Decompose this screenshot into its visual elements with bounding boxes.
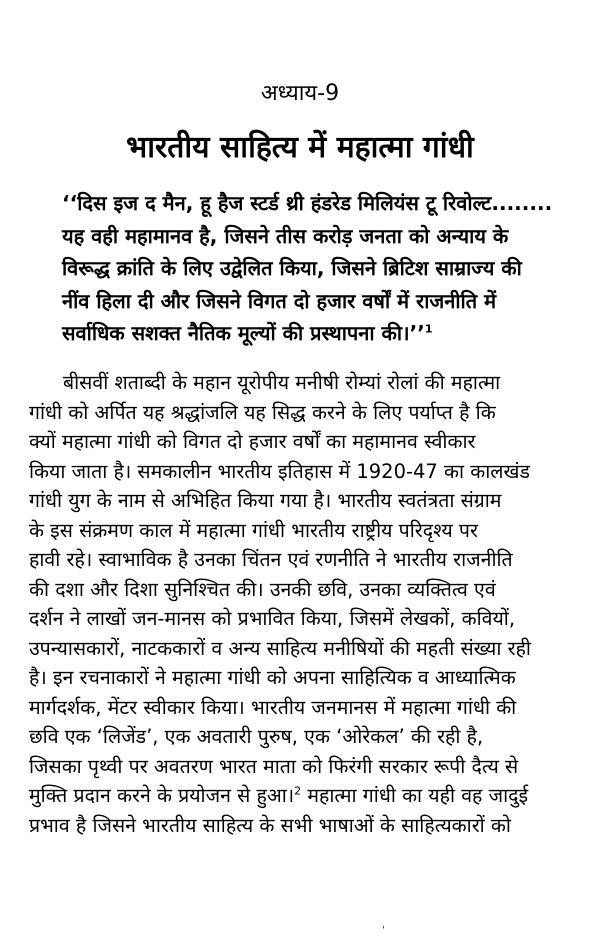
- epigraph-quote: [62, 187, 562, 350]
- chapter-heading: अध्याय-9: [260, 81, 340, 106]
- body-line: प्रभाव है जिसने भारतीय साहित्य के सभी भाषाओं के साहित्यकारों को: [29, 813, 511, 837]
- footnote-ref: 1: [424, 322, 433, 336]
- body-line: मार्गदर्शक, मेंटर स्वीकार किया। भारतीय जनमानस में महात्मा गांधी की: [29, 695, 517, 719]
- body-line: क्यों महात्मा गांधी को विगत दो हजार वर्षों का महामानव स्वीकार: [29, 430, 476, 453]
- body-text-segment: मुक्ति प्रदान करने के प्रयोजन से हुआ।: [29, 784, 295, 807]
- quote-line: यह वही महामानव है, जिसने तीस करोड़ जनता को अन्याय के: [62, 223, 509, 248]
- quote-text: सर्वाधिक सशक्त नैतिक मूल्यों की प्रस्थापना की।’’: [62, 321, 425, 345]
- body-line: गांधी युग के नाम से अभिहित किया गया है। भारतीय स्वतंत्रता संग्राम: [29, 489, 502, 512]
- quote-line: विरूद्ध क्रांति के लिए उद्वेलित किया, जिसने ब्रिटिश साम्राज्य की: [62, 256, 522, 280]
- chapter-title: भारतीय साहित्य में महात्मा गांधी: [126, 130, 474, 165]
- footnote-ref: 2: [294, 784, 302, 798]
- quote-line: नींव हिला दी और जिसने विगत दो हजार वर्षों में राजनीति में: [62, 288, 497, 313]
- body-paragraph: [29, 368, 584, 840]
- quote-line-last: [62, 317, 562, 350]
- body-line: दर्शन ने लाखों जन-मानस को प्रभावित किया, जिसमें लेखकों, कवियों,: [29, 607, 516, 630]
- body-line: के इस संक्रमण काल में महात्मा गांधी भारतीय राष्ट्रीय परिदृश्य पर: [29, 518, 478, 542]
- body-text-segment: महात्मा गांधी का यही वह जादुई: [301, 784, 529, 807]
- body-line: किया जाता है। समकालीन भारतीय इतिहास में 1920-47 का कालखंड: [29, 459, 530, 483]
- body-line: की दशा और दिशा सुनिश्चित की। उनकी छवि, उनका व्यक्तित्व एवं: [29, 577, 496, 601]
- body-line: हावी रहे। स्वाभाविक है उनका चिंतन एवं रणनीति ने भारतीय राजनीति: [29, 548, 513, 571]
- body-line: गांधी को अर्पित यह श्रद्धांजलि यह सिद्ध करने के लिए पर्याप्त है कि: [29, 400, 496, 424]
- body-line-with-footnote: [29, 781, 584, 811]
- scan-mark: ˌ: [382, 919, 385, 930]
- body-line: जिसका पृथ्वी पर अवतरण भारत माता को फिरंगी सरकार रूपी दैत्य से: [29, 754, 519, 778]
- body-line: छवि एक ‘लिजेंड’, एक अवतारी पुरुष, एक ‘ओरेकल’ की रही है,: [29, 725, 484, 748]
- quote-line: ‘‘दिस इज द मैन, हू हैज स्टर्ड थ्री हंडरेड मिलियंस टू रिवोल्ट........: [62, 191, 553, 215]
- body-line: उपन्यासकारों, नाटककारों व अन्य साहित्य मनीषियों की महती संख्या रही: [29, 636, 531, 660]
- body-line: है। इन रचनाकारों ने महात्मा गांधी को अपना साहित्यिक व आध्यात्मिक: [29, 666, 516, 689]
- body-line: बीसवीं शताब्दी के महान यूरोपीय मनीषी रोम्यां रोलां की महात्मा: [63, 371, 501, 394]
